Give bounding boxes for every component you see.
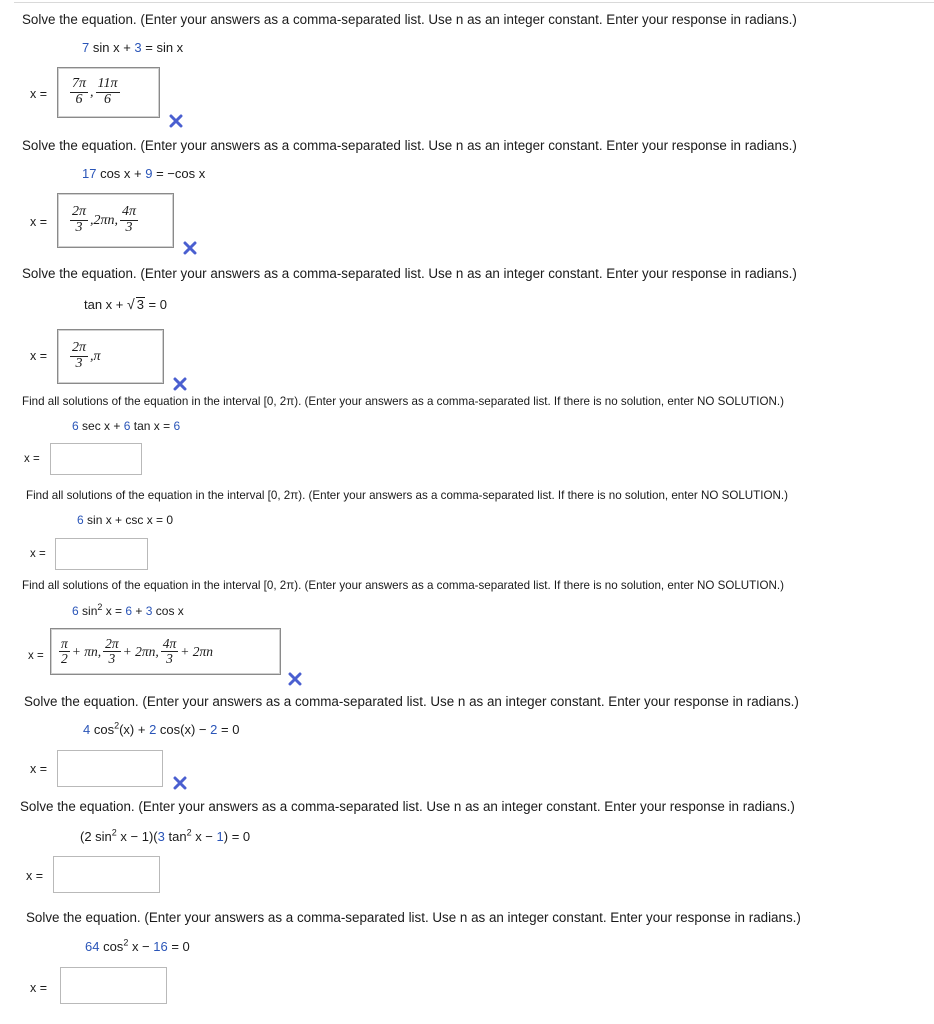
q2-x-label: x =	[30, 215, 48, 229]
q6-prompt: Find all solutions of the equation in the interval [0, 2π). (Enter your answers as a comma-separated list. If there is no solution, enter NO SOLUTION.)	[22, 579, 784, 592]
q2-answer-value: $\frac{2\pi}{3}$ , 2πn , $\frac{4\pi}{3}$	[72, 204, 137, 235]
q3-answer-value: $\frac{2\pi}{3}$ , π	[72, 340, 101, 371]
q4-x-label: x =	[24, 453, 40, 465]
q7-prompt: Solve the equation. (Enter your answers as a comma-separated list. Use n as an integer constant. Enter your response in radians.)	[24, 694, 799, 709]
q9-answer-field[interactable]	[60, 967, 167, 1004]
incorrect-x-icon	[173, 377, 187, 391]
q3-prompt: Solve the equation. (Enter your answers as a comma-separated list. Use n as an integer constant. Enter your response in radians.)	[22, 266, 797, 281]
q8-prompt: Solve the equation. (Enter your answers as a comma-separated list. Use n as an integer constant. Enter your response in radians.)	[20, 799, 795, 814]
q4-answer-value	[51, 444, 141, 474]
q2-prompt: Solve the equation. (Enter your answers as a comma-separated list. Use n as an integer constant. Enter your response in radians.)	[22, 138, 797, 153]
incorrect-x-icon	[183, 241, 197, 255]
q6-answer-value: $\frac{\pi}{2}$ + πn, $\frac{2\pi}{3}$ + 2πn, $\frac{4\pi}{3}$ + 2πn	[61, 635, 214, 666]
incorrect-x-icon	[173, 776, 187, 790]
q7-answer-field[interactable]	[57, 750, 163, 787]
q1-prompt: Solve the equation. (Enter your answers as a comma-separated list. Use n as an integer constant. Enter your response in radians.)	[22, 12, 797, 27]
q6-equation: 6 $\sin^2 x = 6 + 3$ cos x	[72, 602, 184, 618]
q6-x-label: x =	[28, 650, 44, 662]
q4-equation: 6 sec x + 6 tan x = 6	[72, 419, 181, 433]
q7-answer-value	[58, 751, 162, 786]
q5-prompt: Find all solutions of the equation in the interval [0, 2π). (Enter your answers as a comma-separated list. If there is no solution, enter NO SOLUTION.)	[26, 489, 788, 502]
q5-x-label: x =	[30, 548, 46, 560]
q7-x-label: x =	[30, 762, 48, 776]
q5-answer-field[interactable]	[55, 538, 148, 570]
q9-equation: 64 $\cos^2 x - 16 = 0$	[85, 937, 190, 954]
q9-x-label: x =	[30, 981, 48, 995]
q4-answer-field[interactable]	[50, 443, 142, 475]
q6-answer-field[interactable]	[50, 628, 281, 675]
q8-answer-field[interactable]	[53, 856, 160, 893]
q3-answer-field[interactable]	[57, 329, 164, 384]
sqrt-symbol: √	[127, 296, 135, 312]
q8-x-label: x =	[26, 869, 44, 883]
q2-equation: 17 cos x + 9 = −cos x	[82, 166, 206, 181]
q1-answer-field[interactable]	[57, 67, 160, 118]
q1-answer-value: $\frac{7\pi}{6}$ , $\frac{11\pi}{6}$	[72, 76, 118, 107]
q9-answer-value	[61, 968, 166, 1003]
q3-x-label: x =	[30, 349, 48, 363]
q8-equation: (2 $\sin^2 x - 1)(3$ $\tan^2 x - 1) = 0$	[80, 827, 251, 844]
q1-x-label: x =	[30, 87, 48, 101]
q5-equation: 6 sin x + csc x = 0	[77, 513, 174, 527]
q7-equation: 4 $\cos^2(x) + 2$ cos(x) − 2 = 0	[83, 720, 240, 737]
incorrect-x-icon	[288, 672, 302, 686]
top-divider	[14, 2, 934, 3]
q3-equation: tan x + √ 3 = 0	[84, 296, 167, 312]
q9-prompt: Solve the equation. (Enter your answers as a comma-separated list. Use n as an integer constant. Enter your response in radians.)	[26, 910, 801, 925]
q4-prompt: Find all solutions of the equation in the interval [0, 2π). (Enter your answers as a comma-separated list. If there is no solution, enter NO SOLUTION.)	[22, 395, 784, 408]
q1-equation: 7 sin x + 3 = sin x	[82, 40, 184, 55]
q5-answer-value	[56, 539, 147, 569]
incorrect-x-icon	[169, 114, 183, 128]
q8-answer-value	[54, 857, 159, 892]
q2-answer-field[interactable]	[57, 193, 174, 248]
